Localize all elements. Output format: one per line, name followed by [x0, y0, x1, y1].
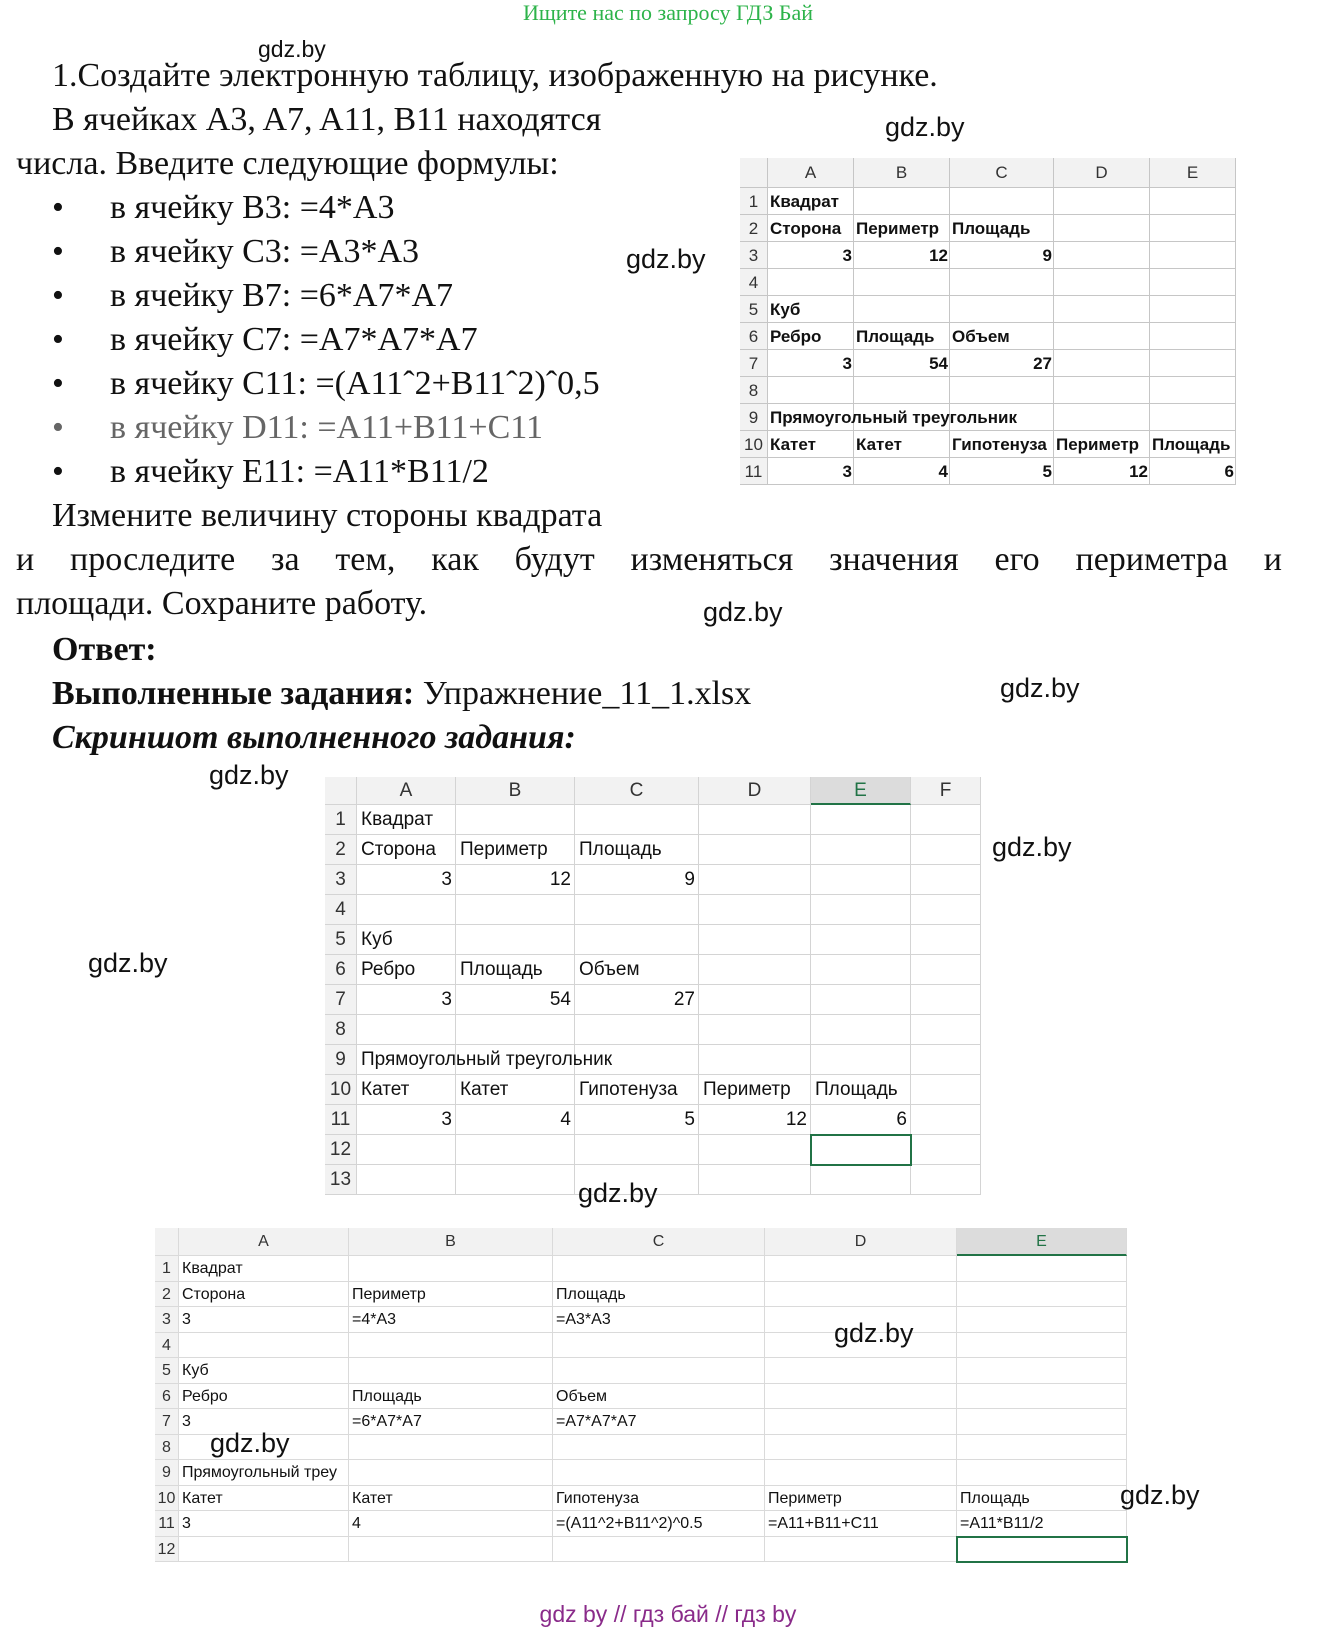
cell-value: Периметр: [352, 1285, 426, 1303]
grid-cell: [957, 1256, 1127, 1282]
watermark: gdz.by: [626, 244, 706, 274]
grid-cell: [768, 269, 854, 296]
cell-value: 9: [684, 869, 695, 890]
row-header: 11: [325, 1105, 357, 1135]
grid-cell: [811, 835, 911, 865]
row-header: 3: [740, 242, 768, 269]
cell-value: Периметр: [1056, 435, 1140, 454]
cell-value: Сторона: [182, 1285, 246, 1303]
grid-cell: [553, 1537, 765, 1563]
grid-cell: [553, 1333, 765, 1359]
grid-cell: [1054, 188, 1150, 215]
row-header: 9: [155, 1460, 179, 1486]
cell-formula: =A3*A3: [556, 1311, 611, 1328]
grid-cell: [911, 835, 981, 865]
grid-cell: [1054, 242, 1150, 269]
watermark: gdz.by: [209, 760, 289, 790]
grid-cell: [1054, 350, 1150, 377]
cell-value: Катет: [182, 1489, 223, 1507]
row-header: 10: [155, 1486, 179, 1512]
row-header: 4: [155, 1333, 179, 1359]
cell-value: 5: [1042, 462, 1052, 481]
cell-value: Сторона: [361, 839, 436, 860]
watermark: gdz.by: [885, 112, 965, 142]
cell-value: Объем: [952, 327, 1010, 346]
cell-value: Прямоугольный треу: [182, 1464, 337, 1481]
row-header: 5: [325, 925, 357, 955]
watermark: gdz.by: [578, 1178, 658, 1208]
cell-value: 9: [1042, 246, 1052, 265]
grid-cell: [1150, 350, 1236, 377]
grid-cell: [765, 1384, 957, 1410]
grid-cell: [575, 805, 699, 835]
row-header: 6: [155, 1384, 179, 1410]
cell-value: Периметр: [768, 1489, 842, 1507]
column-header: F: [911, 777, 981, 805]
row-header: 12: [325, 1135, 357, 1165]
column-header: C: [950, 158, 1054, 188]
cell-value: Площадь: [460, 959, 543, 980]
watermark: gdz.by: [258, 36, 326, 62]
column-header: C: [575, 777, 699, 805]
cell-value: Ребро: [770, 327, 822, 346]
cell-value: 27: [1033, 354, 1052, 373]
cell-value: 3: [182, 1311, 191, 1328]
cell-value: Гипотенуза: [952, 435, 1047, 454]
grid-cell: [699, 1015, 811, 1045]
grid-cell: [1054, 215, 1150, 242]
grid-cell: [357, 895, 456, 925]
grid-cell: [765, 1460, 957, 1486]
cell-value: 6: [896, 1109, 907, 1130]
cell-value: Площадь: [556, 1285, 626, 1303]
grid-cell: [765, 1358, 957, 1384]
cell-value: 3: [441, 869, 452, 890]
column-header: D: [765, 1228, 957, 1256]
grid-cell: [854, 377, 950, 404]
cell-value: Катет: [460, 1079, 509, 1100]
grid-cell: [575, 1135, 699, 1165]
column-header: D: [1054, 158, 1150, 188]
cell-title-square: Квадрат: [770, 192, 840, 211]
cell-value: Сторона: [770, 219, 842, 238]
row-header: 2: [155, 1282, 179, 1308]
cell-title-triangle: Прямоугольный треугольник: [361, 1049, 613, 1070]
grid-cell: [699, 835, 811, 865]
cell-value: Катет: [361, 1079, 410, 1100]
cell-value: Площадь: [960, 1489, 1030, 1507]
cell-value: 27: [673, 989, 695, 1010]
row-header: 7: [325, 985, 357, 1015]
cell-formula: =A11*B11/2: [960, 1515, 1044, 1532]
answer-label: Ответ:: [52, 631, 157, 668]
cell-value: Объем: [579, 959, 640, 980]
grid-cell: [911, 1075, 981, 1105]
grid-cell: [911, 925, 981, 955]
grid-cell: [911, 865, 981, 895]
cell-value: Площадь: [579, 839, 662, 860]
grid-cell: [575, 1015, 699, 1045]
cell-formula: =4*A3: [352, 1311, 397, 1328]
top-banner[interactable]: Ищите нас по запросу ГДЗ Бай: [522, 0, 814, 25]
grid-cell: [349, 1460, 553, 1486]
row-header: 6: [740, 323, 768, 350]
cell-value: 3: [182, 1413, 191, 1430]
row-header: 5: [740, 296, 768, 323]
cell-value: Куб: [182, 1362, 209, 1379]
cell-value: 3: [842, 354, 852, 373]
grid-cell: [811, 1015, 911, 1045]
row-header: 8: [740, 377, 768, 404]
cell-value: Площадь: [952, 219, 1031, 238]
column-header: D: [699, 777, 811, 805]
grid-cell: [811, 1045, 911, 1075]
done-line: Выполненные задания: Упражнение_11_1.xlsx: [52, 675, 752, 712]
watermark: gdz.by: [834, 1318, 914, 1348]
grid-cell: [768, 377, 854, 404]
cell-title-cube: Куб: [770, 300, 801, 319]
row-header: 1: [155, 1256, 179, 1282]
grid-cell: [811, 925, 911, 955]
grid-cell: [699, 1135, 811, 1165]
column-header: C: [553, 1228, 765, 1256]
cell-value: 12: [1129, 462, 1148, 481]
grid-cell: [811, 955, 911, 985]
grid-cell: [911, 895, 981, 925]
grid-cell: [553, 1358, 765, 1384]
grid-cell: [349, 1358, 553, 1384]
cell-title-square: Квадрат: [361, 809, 434, 830]
row-header: 8: [325, 1015, 357, 1045]
grid-cell: [950, 296, 1054, 323]
cell-value: Катет: [352, 1489, 393, 1507]
grid-cell: [957, 1358, 1127, 1384]
row-header: 1: [325, 805, 357, 835]
row-header: 3: [155, 1307, 179, 1333]
cell-value: 54: [929, 354, 948, 373]
grid-cell: [911, 1135, 981, 1165]
cell-value: 4: [560, 1109, 571, 1130]
row-header: 5: [155, 1358, 179, 1384]
grid-cell: [349, 1256, 553, 1282]
grid-cell: [456, 1165, 575, 1195]
grid-cell: [911, 1015, 981, 1045]
cell-formula: =A11+B11+C11: [768, 1515, 879, 1532]
watermark: gdz.by: [1120, 1480, 1200, 1510]
grid-cell: [1150, 323, 1236, 350]
grid-cell: [1054, 323, 1150, 350]
grid-cell: [1150, 188, 1236, 215]
task-outro-1: Измените величину стороны квадрата: [52, 497, 603, 534]
row-header: 10: [325, 1075, 357, 1105]
row-header: 2: [740, 215, 768, 242]
grid-cell: [553, 1435, 765, 1461]
cell-formula: =A7*A7*A7: [556, 1413, 637, 1430]
grid-cell: [456, 925, 575, 955]
grid-cell: [811, 865, 911, 895]
grid-cell: [699, 805, 811, 835]
cell-value: Площадь: [1152, 435, 1231, 454]
cell-value: Площадь: [815, 1079, 898, 1100]
cell-value: 3: [182, 1515, 191, 1532]
row-header: 8: [155, 1435, 179, 1461]
cell-value: 12: [785, 1109, 807, 1130]
grid-cell: [357, 1165, 456, 1195]
cell-value: Ребро: [361, 959, 416, 980]
row-header: 11: [740, 458, 768, 485]
grid-cell: [765, 1409, 957, 1435]
cell-value: 6: [1224, 462, 1234, 481]
grid-cell: [811, 805, 911, 835]
grid-cell: [765, 1435, 957, 1461]
grid-cell: [957, 1384, 1127, 1410]
grid-cell: [349, 1333, 553, 1359]
spreadsheet-example: [740, 158, 1260, 498]
cell-value: Объем: [556, 1387, 607, 1405]
grid-cell: [911, 955, 981, 985]
cell-value: Ребро: [182, 1387, 228, 1405]
column-header: E: [1150, 158, 1236, 188]
row-header: 9: [325, 1045, 357, 1075]
cell-value: 5: [684, 1109, 695, 1130]
cell-value: Гипотенуза: [556, 1489, 640, 1507]
cell-value: 3: [842, 462, 852, 481]
cell-title-triangle: Прямоугольный треугольник: [770, 408, 1017, 427]
grid-cell: [811, 985, 911, 1015]
row-header: 7: [740, 350, 768, 377]
grid-cell: [699, 955, 811, 985]
grid-cell: [957, 1435, 1127, 1461]
watermark: gdz.by: [703, 597, 783, 627]
watermark: gdz.by: [88, 948, 168, 978]
grid-cell: [1150, 296, 1236, 323]
grid-cell: [911, 1105, 981, 1135]
grid-cell: [950, 377, 1054, 404]
grid-cell: [699, 895, 811, 925]
task-outro-3: площади. Сохраните работу.: [16, 585, 428, 622]
column-header: E: [811, 777, 911, 805]
grid-cell: [911, 1045, 981, 1075]
cell-value: Катет: [770, 435, 816, 454]
row-header: 2: [325, 835, 357, 865]
grid-cell: [179, 1537, 349, 1563]
footer-links[interactable]: gdz by // гдз бай // гдз by: [539, 1601, 797, 1627]
grid-cell: [1054, 296, 1150, 323]
grid-cell: [854, 296, 950, 323]
column-header: B: [854, 158, 950, 188]
row-header: 9: [740, 404, 768, 431]
grid-cell: [699, 1165, 811, 1195]
spreadsheet-formulas-screenshot: [155, 1228, 1190, 1574]
cell-value: Периметр: [460, 839, 548, 860]
grid-cell: [1150, 242, 1236, 269]
grid-cell: [957, 1307, 1127, 1333]
grid-cell: [1150, 377, 1236, 404]
cell-title-cube: Куб: [361, 929, 393, 950]
grid-cell: [765, 1537, 957, 1563]
column-header: A: [179, 1228, 349, 1256]
task-outro-2: и проследите за тем, как будут изменяться значения его периметра и: [16, 541, 1282, 578]
cell-value: 3: [441, 1109, 452, 1130]
grid-cell: [1054, 377, 1150, 404]
cell-value: 3: [441, 989, 452, 1010]
sheet-corner: [155, 1228, 179, 1256]
grid-cell: [553, 1460, 765, 1486]
column-header: A: [357, 777, 456, 805]
grid-cell: [854, 188, 950, 215]
grid-cell: [957, 1333, 1127, 1359]
row-header: 13: [325, 1165, 357, 1195]
grid-cell: [349, 1537, 553, 1563]
column-header: A: [768, 158, 854, 188]
grid-cell: [357, 1015, 456, 1045]
selected-cell: [810, 1134, 912, 1166]
grid-cell: [911, 1165, 981, 1195]
grid-cell: [957, 1409, 1127, 1435]
sheet-corner: [740, 158, 768, 188]
grid-cell: [699, 925, 811, 955]
row-header: 4: [325, 895, 357, 925]
cell-value: Периметр: [703, 1079, 791, 1100]
grid-cell: [1150, 269, 1236, 296]
task-title: 1.Создайте электронную таблицу, изображенную на рисунке.: [52, 57, 938, 94]
spreadsheet-values-screenshot: [325, 777, 1017, 1215]
cell-value: 4: [352, 1515, 361, 1532]
row-header: 4: [740, 269, 768, 296]
grid-cell: [765, 1282, 957, 1308]
grid-cell: [575, 895, 699, 925]
cell-formula: =(A11^2+B11^2)^0.5: [556, 1515, 703, 1532]
grid-cell: [957, 1282, 1127, 1308]
column-header: E: [957, 1228, 1127, 1256]
grid-cell: [179, 1333, 349, 1359]
cell-value: 12: [549, 869, 571, 890]
grid-cell: [456, 895, 575, 925]
watermark: gdz.by: [1000, 673, 1080, 703]
grid-cell: [1150, 404, 1236, 431]
cell-value: 12: [929, 246, 948, 265]
grid-cell: [911, 985, 981, 1015]
grid-cell: [950, 188, 1054, 215]
screenshot-label: Скриншот выполненного задания:: [52, 719, 576, 756]
grid-cell: [456, 1135, 575, 1165]
grid-cell: [456, 805, 575, 835]
watermark: gdz.by: [210, 1428, 290, 1458]
row-header: 7: [155, 1409, 179, 1435]
grid-cell: [1150, 215, 1236, 242]
cell-value: Площадь: [856, 327, 935, 346]
grid-cell: [699, 1045, 811, 1075]
cell-value: Площадь: [352, 1387, 422, 1405]
row-header: 1: [740, 188, 768, 215]
cell-value: Катет: [856, 435, 902, 454]
watermark: gdz.by: [992, 832, 1072, 862]
task-intro-2: числа. Введите следующие формулы:: [16, 145, 559, 182]
task-intro-1: В ячейках A3, A7, A11, B11 находятся: [52, 101, 602, 138]
sheet-corner: [325, 777, 357, 805]
cell-formula: =6*A7*A7: [352, 1413, 422, 1430]
grid-cell: [349, 1435, 553, 1461]
grid-cell: [911, 805, 981, 835]
grid-cell: [1054, 404, 1150, 431]
row-header: 11: [155, 1511, 179, 1537]
cell-value: Периметр: [856, 219, 940, 238]
grid-cell: [1054, 269, 1150, 296]
cell-value: Гипотенуза: [579, 1079, 678, 1100]
row-header: 3: [325, 865, 357, 895]
grid-cell: [854, 269, 950, 296]
row-header: 10: [740, 431, 768, 458]
grid-cell: [699, 865, 811, 895]
cell-value: 3: [842, 246, 852, 265]
grid-cell: [811, 1165, 911, 1195]
column-header: B: [456, 777, 575, 805]
selected-cell: [956, 1536, 1128, 1564]
grid-cell: [765, 1256, 957, 1282]
grid-cell: [456, 1015, 575, 1045]
column-header: B: [349, 1228, 553, 1256]
grid-cell: [575, 925, 699, 955]
grid-cell: [553, 1256, 765, 1282]
row-header: 12: [155, 1537, 179, 1563]
row-header: 6: [325, 955, 357, 985]
cell-value: 54: [549, 989, 571, 1010]
cell-value: Квадрат: [182, 1260, 243, 1277]
grid-cell: [957, 1460, 1127, 1486]
grid-cell: [811, 895, 911, 925]
cell-value: 4: [938, 462, 948, 481]
grid-cell: [357, 1135, 456, 1165]
grid-cell: [950, 269, 1054, 296]
grid-cell: [699, 985, 811, 1015]
